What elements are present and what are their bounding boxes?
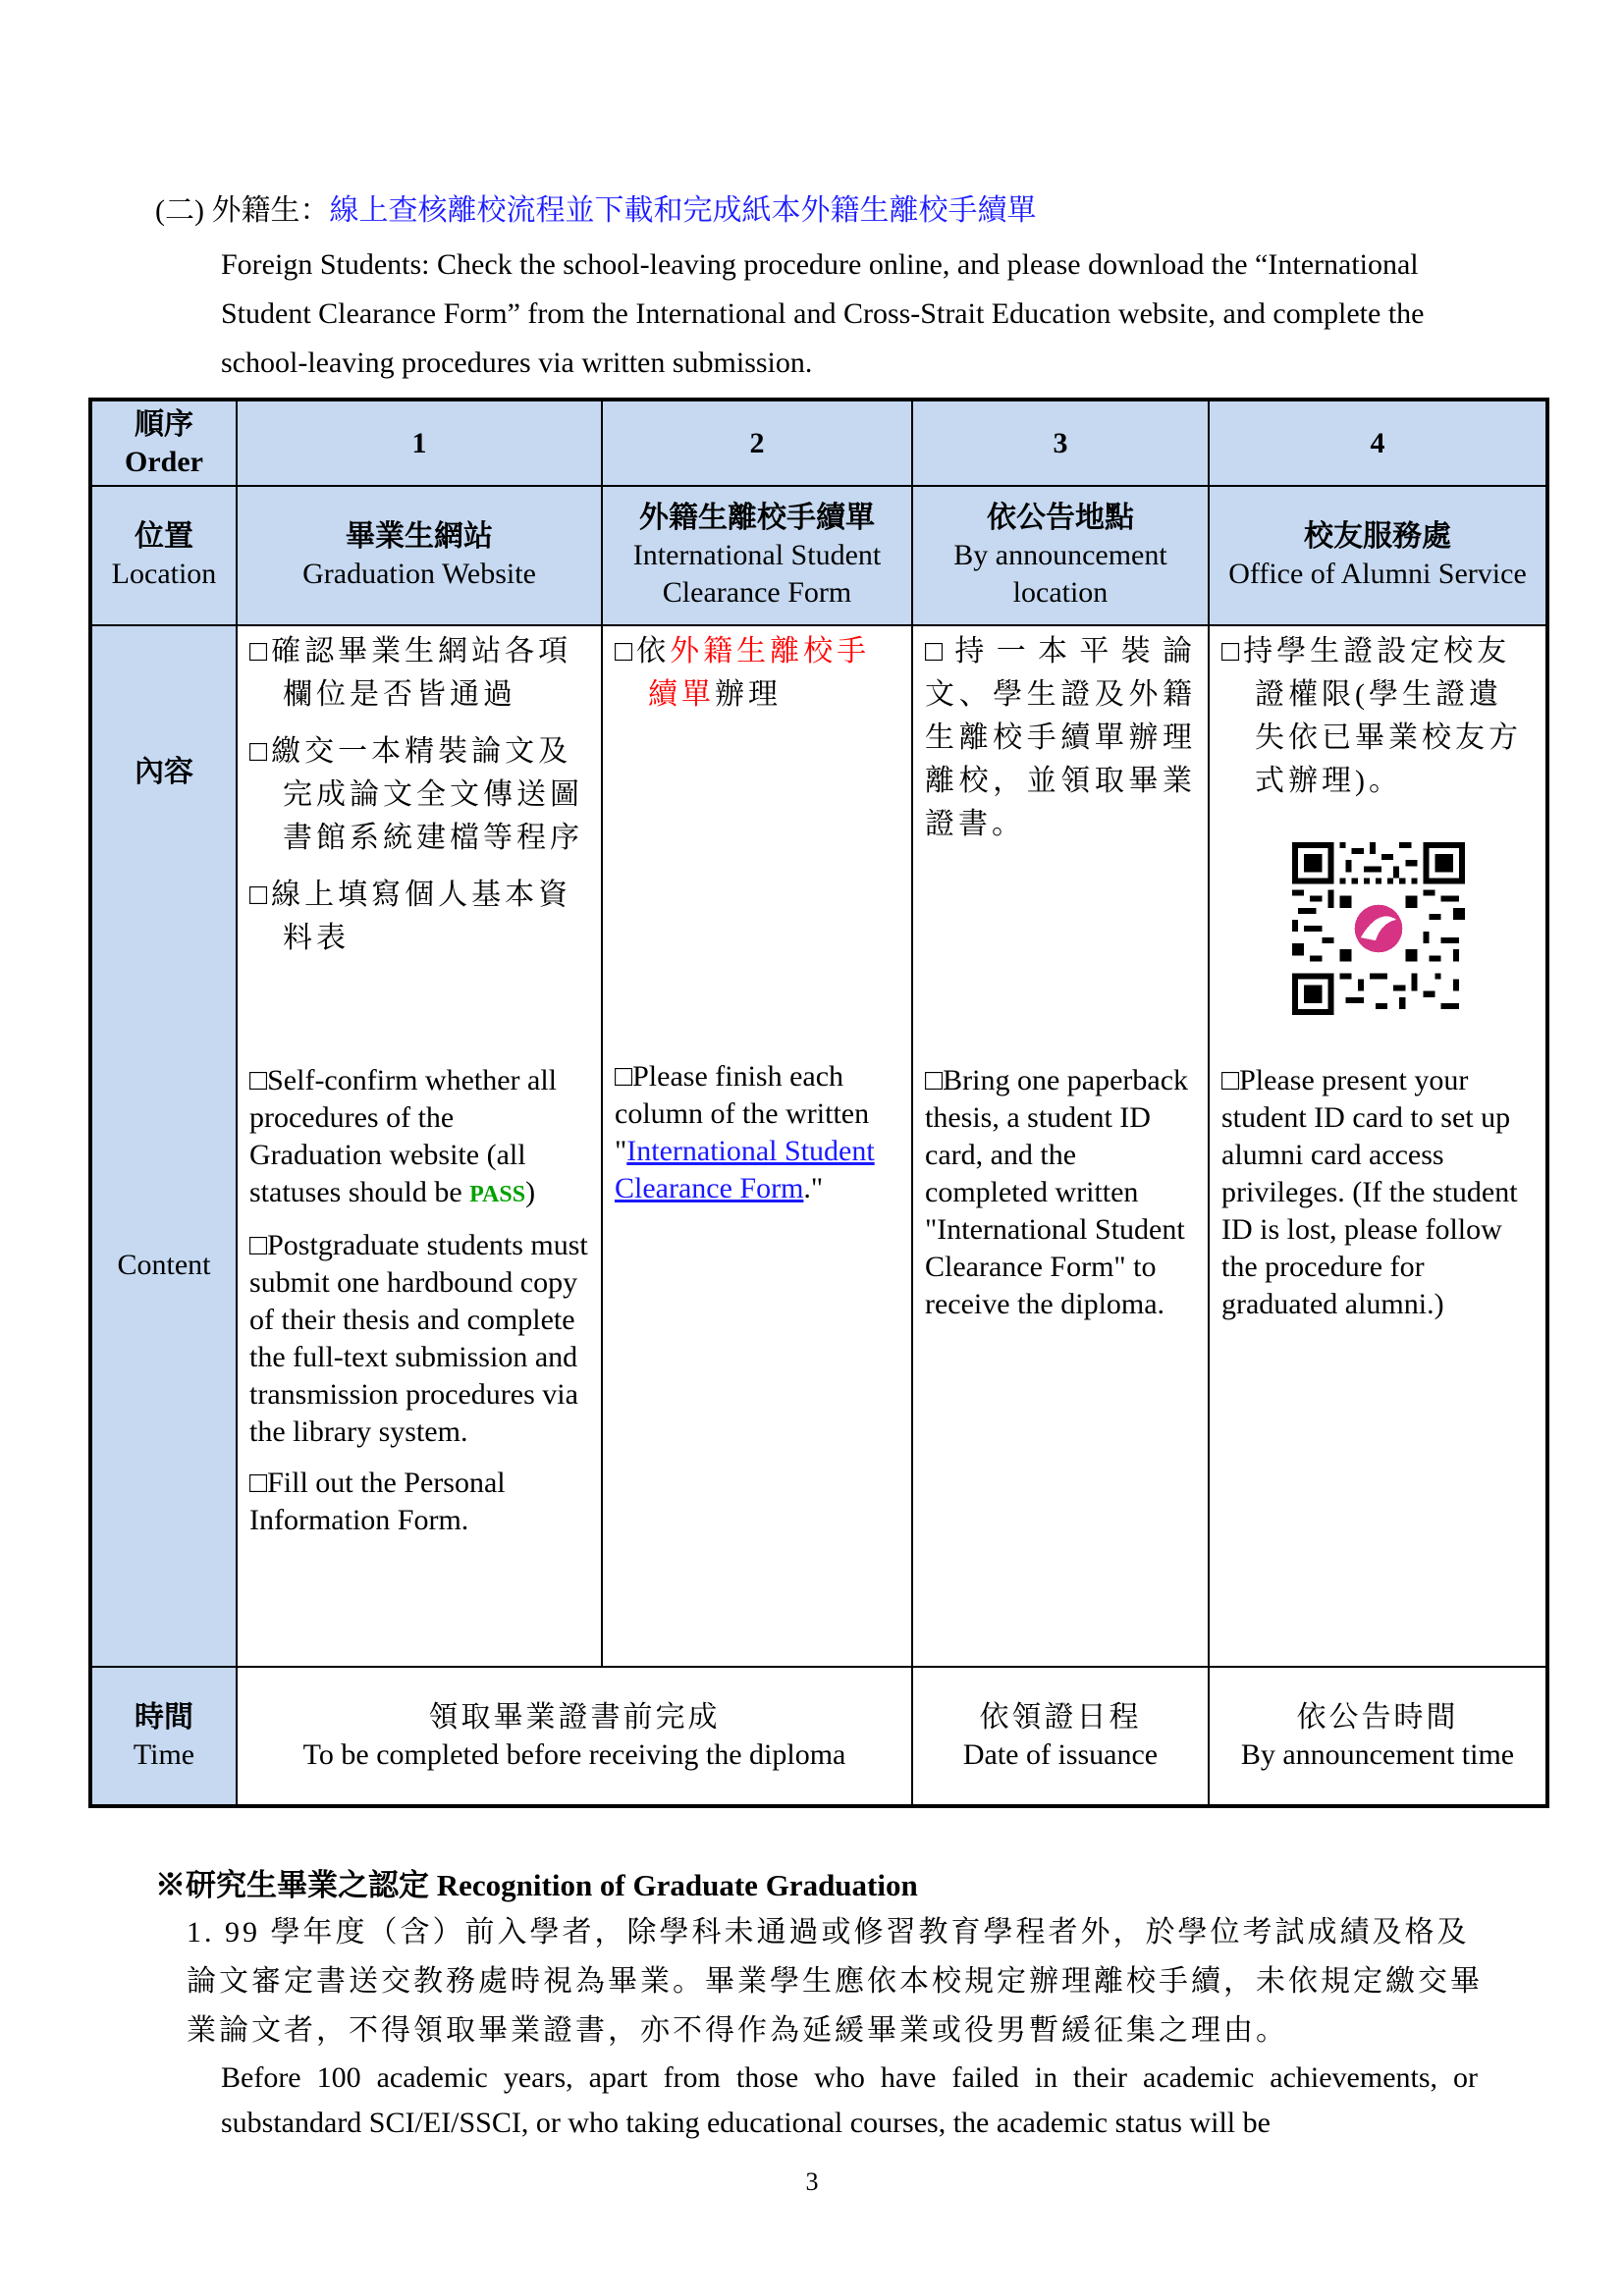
- section-title: 線上查核離校流程並下載和完成紙本外籍生離校手續單: [329, 194, 1037, 227]
- content-zh: 內容: [135, 756, 193, 788]
- time-en: Time: [133, 1737, 195, 1771]
- c2-en: [603, 1058, 911, 1207]
- time-3-zh: 依領證日程: [979, 1700, 1142, 1734]
- time-1-2-zh: 領取畢業證書前完成: [428, 1700, 721, 1734]
- order-zh: 順序: [135, 407, 193, 441]
- note-paragraph-zh: 1. 99 學年度（含）前入學者，除學科未通過或修習教育學程者外，於學位考試成績及格及論文審定書送交教務處時視為畢業。畢業學生應依本校規定辦理離校手續，未依規定繳交畢業論文者，不得領取畢業證書，亦不得作為延緩畢業或役男暫緩征集之理由。: [187, 1916, 1483, 2047]
- c4-zh: □持學生證設定校友證權限(學生證遺失依已畢業校友方式辦理)。: [1221, 635, 1522, 797]
- c1-en-item-3: □Fill out the Personal Information Form.: [249, 1467, 506, 1536]
- location-1-en: Graduation Website: [302, 558, 536, 590]
- content-header: [90, 625, 237, 1667]
- content-en: Content: [117, 1249, 211, 1281]
- location-2-en: International Student Clearance Form: [632, 539, 882, 609]
- c2-zh-post: 辦理: [715, 678, 782, 711]
- pass-label: PASS: [469, 1182, 526, 1207]
- col-3-header: 3: [912, 400, 1209, 486]
- c1-en-item-1-end: ): [525, 1176, 536, 1208]
- c4-en: □Please present your student ID card to set up alumni card access privileges. (If the student ID is lost, please follow the procedure for graduated alumni.): [1221, 1064, 1518, 1320]
- content-1: [237, 625, 602, 1667]
- location-2: [602, 486, 912, 625]
- c1-zh-item-1: □確認畢業生網站各項欄位是否皆通過: [249, 635, 572, 711]
- location-4-zh: 校友服務處: [1304, 520, 1451, 553]
- section-intro: Foreign Students: Check the school-leaving procedure online, and please download the “International Student Clearance Form” from the International and Cross-Strait Education website, and complete the school-leaving procedures via written submission.: [221, 248, 1425, 379]
- location-zh: 位置: [135, 520, 193, 553]
- note-title: ※研究生畢業之認定 Recognition of Graduate Graduation: [155, 1868, 918, 1902]
- time-1-2: [237, 1667, 912, 1806]
- c1-zh-item-3: □線上填寫個人基本資料表: [249, 879, 572, 954]
- c3-en: □Bring one paperback thesis, a student ID card, and the completed written "International Student Clearance Form" to receive the diploma.: [925, 1064, 1189, 1320]
- order-row: [90, 400, 1547, 486]
- clearance-table: [88, 398, 1549, 1808]
- location-1-zh: 畢業生網站: [346, 520, 493, 553]
- location-3: [912, 486, 1209, 625]
- time-3: [912, 1667, 1209, 1806]
- c2-en-post: .": [803, 1172, 824, 1204]
- col-2-header: 2: [602, 400, 912, 486]
- clearance-form-link[interactable]: International Student Clearance Form: [615, 1135, 875, 1204]
- c2-zh: [615, 630, 899, 717]
- c2-en-pre: □Please finish each column of the written ": [615, 1060, 870, 1167]
- col-1-header: 1: [237, 400, 602, 486]
- order-header: [90, 400, 237, 486]
- c1-en-item-2: □Postgraduate students must submit one hardbound copy of their thesis and complete the full-text submission and transmission procedures via the library system.: [249, 1229, 588, 1448]
- content-4: [1209, 625, 1547, 1667]
- c1-en-item-1-text: □Self-confirm whether all procedures of the Graduation website (all statuses should be: [249, 1064, 558, 1208]
- c2-zh-pre: □依: [615, 635, 671, 667]
- c1-zh-item-2: □繳交一本精裝論文及完成論文全文傳送圖書館系統建檔等程序: [249, 735, 583, 854]
- time-zh: 時間: [135, 1700, 193, 1734]
- order-en: Order: [125, 445, 203, 478]
- section-label: (二) 外籍生：: [155, 194, 330, 227]
- location-4: [1209, 486, 1547, 625]
- page-number: 3: [805, 2167, 819, 2196]
- c3-zh: □持一本平裝論文、學生證及外籍生離校手續單辦理離校，並領取畢業證書。: [925, 635, 1196, 840]
- location-2-zh: 外籍生離校手續單: [639, 502, 875, 534]
- location-row: [90, 486, 1547, 625]
- location-header: [90, 486, 237, 625]
- time-4: [1209, 1667, 1547, 1806]
- content-2: [602, 625, 912, 1667]
- location-3-zh: 依公告地點: [987, 502, 1134, 534]
- section-heading: [155, 191, 1036, 231]
- time-row: [90, 1667, 1547, 1806]
- note-paragraph-en: Before 100 academic years, apart from those who have failed in their academic achievements, or substandard SCI/EI/SSCI, or who taking educational courses, the academic status will be: [221, 2061, 1478, 2139]
- time-4-zh: 依公告時間: [1296, 1700, 1459, 1734]
- location-3-en: By announcement location: [953, 539, 1167, 609]
- location-4-en: Office of Alumni Service: [1228, 558, 1527, 590]
- content-3: [912, 625, 1209, 1667]
- location-en: Location: [111, 558, 217, 590]
- time-1-2-en: To be completed before receiving the diploma: [302, 1737, 846, 1771]
- time-3-en: Date of issuance: [962, 1737, 1159, 1771]
- qr-code-icon[interactable]: [1292, 842, 1465, 1025]
- location-1: [237, 486, 602, 625]
- content-row: [90, 625, 1547, 1667]
- time-header: [90, 1667, 237, 1806]
- c1-en-item-1: [249, 1062, 589, 1213]
- c2-zh-form-name: 外籍生離校手續單: [648, 635, 871, 711]
- time-4-en: By announcement time: [1240, 1737, 1515, 1771]
- col-4-header: 4: [1209, 400, 1547, 486]
